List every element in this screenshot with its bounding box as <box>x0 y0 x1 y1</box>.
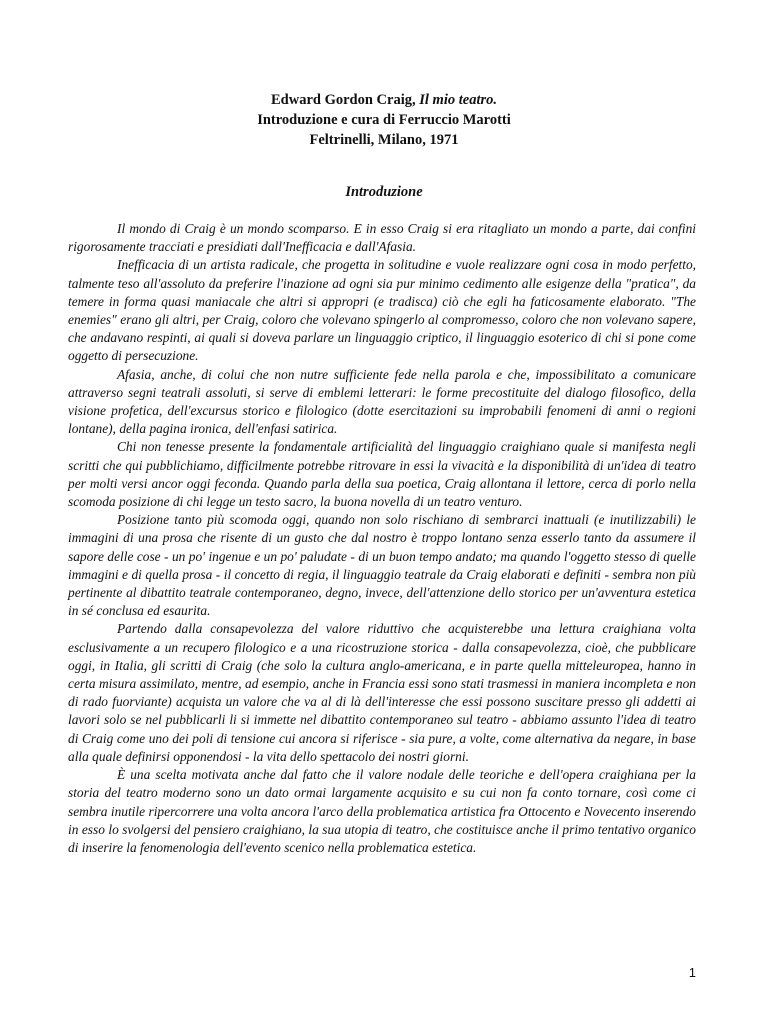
page-number: 1 <box>688 965 696 980</box>
publisher-line: Feltrinelli, Milano, 1971 <box>309 132 459 148</box>
author-comma: , <box>412 92 416 108</box>
book-title: Il mio teatro. <box>419 92 497 108</box>
author-name: Edward Gordon Craig <box>271 92 412 108</box>
paragraph: Chi non tenesse presente la fondamentale artificialità del linguaggio craighiano quale si manifesta negli scritti che qui pubblichiamo, difficilmente potrebbe ritrovare in essi la vivacità e la disponibilità di un'idea di teatro per molti versi ancor oggi feconda. Quando parla della sua poetica, Craig allontana il lettore, cerca di porlo nella scomoda posizione di chi legge un testo sacro, la buona novella di un teatro venturo. <box>68 439 696 510</box>
paragraph: È una scelta motivata anche dal fatto che il valore nodale delle teoriche e dell'opera craighiana per la storia del teatro moderno sono un dato ormai largamente acquisito e su cui non fa conto tornare, così come ci sembra inutile ripercorrere una volta ancora l'arco della problematica artistica fra Ottocento e Novecento inserendo in esso lo svolgersi del pensiero craighiano, la sua utopia di teatro, che costituisce anche il primo tentativo organico di inserire la fenomenologia dell'evento scenico nella problematica estetica. <box>68 767 696 855</box>
paragraph: Partendo dalla consapevolezza del valore riduttivo che acquisterebbe una lettura craighiana volta esclusivamente a un recupero filologico e a una ricostruzione storica - dalla consapevolezza, cioè, che pubblicare oggi, in Italia, gli scritti di Craig (che solo la cultura anglo-americana, e in parte quella mitteleuropea, hanno in certa misura assimilato, mentre, ad esempio, anche in Francia essi sono stati trasmessi in maniera incompleta e non di rado fuorviante) acquista un valore che va al di là dell'interesse che essi possono suscitare presso gli addetti ai lavori solo se nel pubblicarli li si immette nel dibattito contemporaneo sul teatro - abbiamo assunto l'idea di teatro di Craig come uno dei poli di tensione cui ancora si riferisce - sia pure, a volte, come alternativa da negare, in base alla quale definirsi opponendosi - la vita dello spettacolo dei nostri giorni. <box>68 621 696 764</box>
paragraph: Posizione tanto più scomoda oggi, quando non solo rischiano di sembrarci inattuali (e inutilizzabili) le immagini di una prosa che risente di un gusto che dal nostro è troppo lontano senza esserlo tanto da assumere il sapore delle cose - un po' ingenue e un po' paludate - di un buon tempo andato; ma quando l'oggetto stesso di quelle immagini e di quella prosa - il concetto di regia, il linguaggio teatrale da Craig elaborati e definiti - sembra non più pertinente al dibattito teatrale contemporaneo, degno, invece, dell'attenzione dello storico per un'avventura estetica in sé conclusa ed esaurita. <box>68 512 696 619</box>
paragraph: Il mondo di Craig è un mondo scomparso. E in esso Craig si era ritagliato un mondo a parte, dai confini rigorosamente tracciati e presidiati dall'Inefficacia e dall'Afasia. <box>68 221 696 255</box>
section-title: Introduzione <box>345 184 423 200</box>
editor-line: Introduzione e cura di Ferruccio Marotti <box>257 112 511 128</box>
paragraph: Afasia, anche, di colui che non nutre sufficiente fede nella parola e che, impossibilitato a comunicare attraverso segni teatrali assoluti, si serve di emblemi letterari: le forme precostituite del dialogo filosofico, della visione profetica, dell'excursus storico e filologico (dotte esercitazioni su improbabili fenomeni di anni o regioni lontane), della pagina ironica, dell'enfasi satirica. <box>68 366 696 437</box>
bibliographic-header <box>0 90 768 150</box>
author-title-line <box>0 90 768 110</box>
body-text <box>68 220 696 857</box>
paragraph: Inefficacia di un artista radicale, che progetta in solitudine e vuole realizzare ogni cosa in modo perfetto, talmente teso all'assoluto da preferire l'inazione ad ogni sia pur minimo cedimento alle esigenze della "pratica", da temere in forma quasi maniacale che altri si appropri (e tradisca) ciò che egli ha faticosamente elaborato. "The enemies" erano gli altri, per Craig, coloro che volevano spingerlo al compromesso, coloro che non volevano sapere, che andavano respinti, ai quali si doveva parlare un linguaggio criptico, il linguaggio esoterico di chi si pone come oggetto di persecuzione. <box>68 257 696 364</box>
